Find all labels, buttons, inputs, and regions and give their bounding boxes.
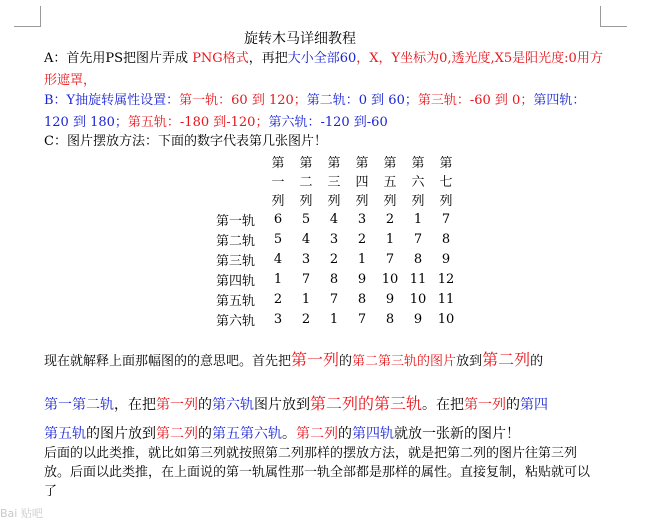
table-cell: 7 xyxy=(385,251,395,267)
column-header-7-char-2: 七 xyxy=(439,175,453,190)
explanation-line-2 xyxy=(44,394,614,415)
explanation-text: 现在就解释上面那幅图的的意思吧。首先把 xyxy=(44,354,292,369)
table-cell: 9 xyxy=(357,271,367,287)
explanation-text: 的 xyxy=(198,426,212,442)
table-cell: 2 xyxy=(357,231,367,247)
track-4-highlight: 第四 xyxy=(520,397,549,413)
table-cell: 9 xyxy=(441,251,451,267)
column-header-2-char-3: 列 xyxy=(299,194,313,209)
corner-cell xyxy=(216,171,264,190)
row-label: 第四轨 xyxy=(216,273,256,289)
placement-table xyxy=(216,152,460,329)
tracks-1-2-highlight: 第一第二轨 xyxy=(44,397,114,413)
table-cell: 1 xyxy=(385,231,395,247)
section-a-text-3: ，再把 xyxy=(248,51,288,66)
track-5-highlight: 第五轨 xyxy=(44,426,86,442)
table-cell: 11 xyxy=(437,291,455,307)
corner-cell xyxy=(216,190,264,209)
column-header-5-char-1: 第 xyxy=(383,156,397,171)
explanation-text: 。在把 xyxy=(422,397,465,413)
page-title: 旋转木马详细教程 xyxy=(244,31,356,47)
table-cell: 1 xyxy=(357,251,367,267)
explanation-text: 放到 xyxy=(456,354,483,369)
row-label: 第五轨 xyxy=(216,293,256,309)
column-2-highlight: 第二列 xyxy=(482,350,531,369)
table-cell: 8 xyxy=(357,291,367,307)
column-1-highlight: 第一列 xyxy=(291,350,340,369)
column-header-4-char-3: 列 xyxy=(355,194,369,209)
table-cell: 5 xyxy=(273,231,283,247)
table-cell: 9 xyxy=(413,311,423,327)
table-row xyxy=(216,229,460,249)
track-4-highlight: 第四轨 xyxy=(352,426,394,442)
table-cell: 7 xyxy=(441,211,451,227)
track-4-range: 第四轨：120 到 180； xyxy=(44,93,586,130)
section-b-heading: B：Y抽旋转属性设置： xyxy=(44,93,180,108)
track-6-highlight: 第六轨 xyxy=(212,397,254,413)
section-c: C：图片摆放方法：下面的数字代表第几张图片！ xyxy=(44,134,327,149)
tracks-5-6-highlight: 第五第六轨 xyxy=(212,426,282,442)
tracks-2-3-highlight: 第二第三轨的图片 xyxy=(352,354,457,369)
header-row xyxy=(216,171,460,190)
explanation-text: 。 xyxy=(282,426,296,442)
header-row xyxy=(216,190,460,209)
track-1-range: 第一轨：60 到 120； xyxy=(179,93,307,108)
explanation-paragraph: 后面的以此类推，就比如第三列就按照第二列那样的摆放方法，就是把第二列的图片往第三列放。后面以此类推，在上面说的第一轨属性那一轨全部都是那样的属性。直接复制，粘贴就可以了 xyxy=(44,446,591,499)
explanation-text: 的 xyxy=(339,354,353,369)
table-cell: 6 xyxy=(273,211,283,227)
column-header-1-char-1: 第 xyxy=(271,156,285,171)
track-5-range: 第五轨：-180 到-120； xyxy=(127,115,269,130)
column-header-3-char-1: 第 xyxy=(327,156,341,171)
table-cell: 4 xyxy=(301,231,311,247)
table-row xyxy=(216,309,460,329)
table-cell: 3 xyxy=(329,231,339,247)
table-cell: 8 xyxy=(329,271,339,287)
column-header-2-char-2: 二 xyxy=(299,175,313,190)
column-header-6-char-2: 六 xyxy=(411,175,425,190)
column-1-highlight: 第一列 xyxy=(156,397,198,413)
table-cell: 7 xyxy=(301,271,311,287)
column-header-7-char-3: 列 xyxy=(439,194,453,209)
column-header-3-char-3: 列 xyxy=(327,194,341,209)
row-label: 第二轨 xyxy=(216,233,256,249)
table-cell: 2 xyxy=(273,291,283,307)
table-cell: 7 xyxy=(329,291,339,307)
column-2-track-3-highlight: 第二列的第三轨 xyxy=(310,394,423,413)
section-b xyxy=(44,90,604,134)
track-6-range: 第六轨：-120 到-60 xyxy=(268,115,388,130)
explanation-line-3 xyxy=(44,424,614,444)
explanation-text: 图片放到 xyxy=(254,397,310,413)
column-header-6-char-3: 列 xyxy=(411,194,425,209)
explanation-text: ，在把 xyxy=(114,397,156,413)
column-header-3-char-2: 三 xyxy=(327,175,341,190)
header-row xyxy=(216,152,460,171)
explanation-text: 的 xyxy=(506,397,521,413)
table-cell: 1 xyxy=(301,291,311,307)
baidu-tieba-watermark: Bai 贴吧 xyxy=(0,507,43,520)
table-cell: 1 xyxy=(413,211,423,227)
table-cell: 11 xyxy=(409,271,427,287)
table-cell: 10 xyxy=(409,291,427,307)
explanation-text: 的 xyxy=(530,354,544,369)
column-header-4-char-1: 第 xyxy=(355,156,369,171)
table-cell: 3 xyxy=(357,211,367,227)
table-cell: 1 xyxy=(273,271,283,287)
column-header-1-char-2: 一 xyxy=(271,175,285,190)
column-header-7-char-1: 第 xyxy=(439,156,453,171)
explanation-line-1 xyxy=(44,350,614,372)
column-2-highlight: 第二列 xyxy=(296,426,338,442)
table-row xyxy=(216,209,460,229)
png-format-highlight: PNG格式 xyxy=(192,51,249,66)
table-cell: 3 xyxy=(273,311,283,327)
section-a-text-1: A：首先用PS把图片弄成 xyxy=(44,51,193,66)
table-cell: 2 xyxy=(385,211,395,227)
table-cell: 12 xyxy=(437,271,455,287)
crop-mark-top-right xyxy=(600,6,627,27)
table-cell: 7 xyxy=(357,311,367,327)
column-header-4-char-2: 四 xyxy=(355,175,369,190)
table-cell: 5 xyxy=(301,211,311,227)
section-a xyxy=(44,48,604,92)
table-cell: 4 xyxy=(273,251,283,267)
column-header-2-char-1: 第 xyxy=(299,156,313,171)
size-highlight: 大小全部60 xyxy=(287,51,357,66)
table-cell: 2 xyxy=(301,311,311,327)
row-label: 第一轨 xyxy=(216,213,256,229)
table-cell: 9 xyxy=(385,291,395,307)
table-cell: 7 xyxy=(413,231,423,247)
explanation-text: 的 xyxy=(198,397,212,413)
explanation-text: 的 xyxy=(338,426,352,442)
column-header-6-char-1: 第 xyxy=(411,156,425,171)
row-label: 第六轨 xyxy=(216,313,256,329)
explanation-text: 的图片放到 xyxy=(86,426,156,442)
row-label: 第三轨 xyxy=(216,253,256,269)
corner-cell xyxy=(216,152,264,171)
table-cell: 10 xyxy=(381,271,399,287)
table-row xyxy=(216,249,460,269)
table-cell: 4 xyxy=(329,211,339,227)
column-header-1-char-3: 列 xyxy=(271,194,285,209)
table-cell: 8 xyxy=(385,311,395,327)
column-header-5-char-2: 五 xyxy=(383,175,397,190)
table-cell: 2 xyxy=(329,251,339,267)
explanation-text: 就放一张新的图片！ xyxy=(394,426,520,442)
coordinate-highlight: ，X，Y坐标为0,透光度,X5是阳光度:0用方形遮罩， xyxy=(44,51,603,88)
column-header-5-char-3: 列 xyxy=(383,194,397,209)
table-row xyxy=(216,269,460,289)
column-1-highlight: 第一列 xyxy=(464,397,507,413)
table-cell: 1 xyxy=(329,311,339,327)
crop-mark-top-left xyxy=(14,6,41,27)
table-cell: 8 xyxy=(441,231,451,247)
table-row xyxy=(216,289,460,309)
table-cell: 10 xyxy=(437,311,455,327)
column-2-highlight: 第二列 xyxy=(156,426,198,442)
track-3-range: 第三轨：-60 到 0； xyxy=(417,93,534,108)
track-2-range: 第二轨：0 到 60； xyxy=(306,93,418,108)
table-cell: 8 xyxy=(413,251,423,267)
table-cell: 3 xyxy=(301,251,311,267)
